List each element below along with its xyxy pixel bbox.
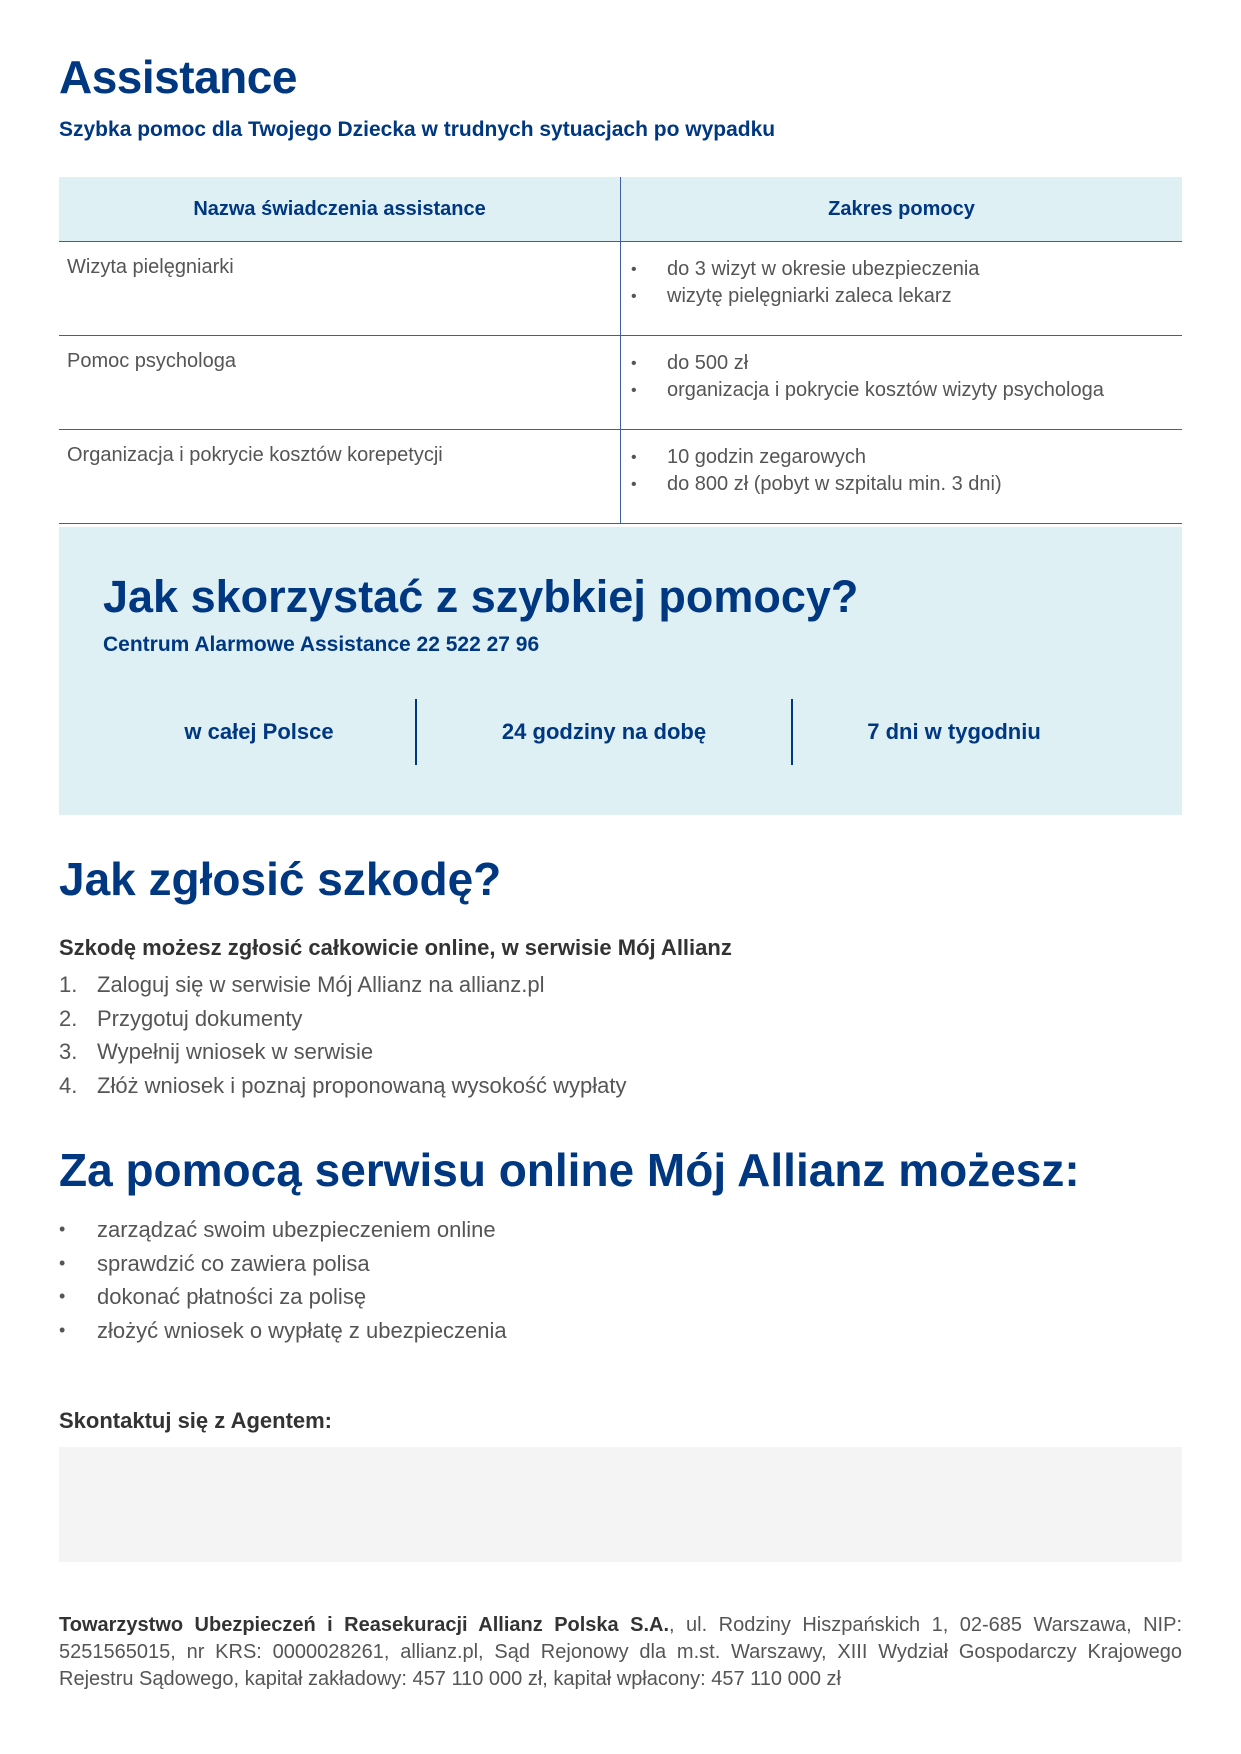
legal-footer <box>59 1612 1182 1693</box>
table-header-name: Nazwa świadczenia assistance <box>59 177 621 242</box>
scope-item: • do 500 zł <box>621 350 1182 377</box>
page-subtitle: Szybka pomoc dla Twojego Dziecka w trudnych sytuacjach po wypadku <box>59 118 776 141</box>
table-cell-name: Wizyta pielęgniarki <box>59 242 621 336</box>
availability-coverage: w całej Polsce <box>184 719 334 744</box>
agent-contact-label: Skontaktuj się z Agentem: <box>59 1408 333 1433</box>
agent-contact-box <box>59 1447 1182 1562</box>
help-availability <box>59 699 1182 765</box>
table-cell-name: Organizacja i pokrycie kosztów korepetycji <box>59 430 621 524</box>
list-item: • złożyć wniosek o wypłatę z ubezpieczenia <box>59 1314 507 1348</box>
step-text: Przygotuj dokumenty <box>97 1005 303 1031</box>
step-number: 4. <box>59 1072 78 1098</box>
claim-step <box>59 1002 626 1036</box>
step-text: Wypełnij wniosek w serwisie <box>97 1039 374 1064</box>
table-cell-name: Pomoc psychologa <box>59 336 621 430</box>
claim-step <box>59 968 626 1002</box>
scope-item: • do 3 wizyt w okresie ubezpieczenia <box>621 256 1182 283</box>
claim-step <box>59 1069 626 1103</box>
table-cell-scope <box>621 430 1183 524</box>
availability-hours: 24 godziny na dobę <box>415 699 793 765</box>
list-item: • zarządzać swoim ubezpieczeniem online <box>59 1213 507 1247</box>
step-number: 3. <box>59 1039 78 1064</box>
footer-details: , ul. Rodziny Hiszpańskich 1, 02-685 Warszawa, NIP: 5251565015, nr KRS: 0000028261, allianz.pl, Sąd Rejonowy dla m.st. Warszawy, XIII Wydział Gospodarczy Krajowego Rejestru Sądowego, kapitał zakładowy: 457 110 000 zł, kapitał wpłacony: 457 110 000 zł <box>59 1614 1183 1690</box>
assistance-table <box>59 177 1182 524</box>
list-item: • dokonać płatności za polisę <box>59 1280 507 1314</box>
online-features-list <box>59 1213 507 1347</box>
table-row <box>59 242 1182 336</box>
online-section-title: Za pomocą serwisu online Mój Allianz możesz: <box>59 1144 1080 1196</box>
page-title: Assistance <box>59 51 297 103</box>
table-cell-scope <box>621 242 1183 336</box>
table-header-scope: Zakres pomocy <box>621 177 1183 242</box>
step-text: Złóż wniosek i poznaj proponowaną wysokość wypłaty <box>97 1072 627 1098</box>
step-text: Zaloguj się w serwisie Mój Allianz na allianz.pl <box>97 972 545 997</box>
scope-item: • wizytę pielęgniarki zaleca lekarz <box>621 283 1182 310</box>
table-row <box>59 430 1182 524</box>
help-phone-line: Centrum Alarmowe Assistance 22 522 27 96 <box>103 633 540 656</box>
footer-company: Towarzystwo Ubezpieczeń i Reasekuracji Allianz Polska S.A. <box>59 1614 670 1636</box>
step-number: 2. <box>59 1005 78 1031</box>
table-row <box>59 336 1182 430</box>
scope-item: • 10 godzin zegarowych <box>621 444 1182 471</box>
claim-section-title: Jak zgłosić szkodę? <box>59 853 502 905</box>
availability-days: 7 dni w tygodniu <box>867 719 1041 744</box>
scope-item: • do 800 zł (pobyt w szpitalu min. 3 dni) <box>621 471 1182 498</box>
claim-intro: Szkodę możesz zgłosić całkowicie online, w serwisie Mój Allianz <box>59 935 732 960</box>
claim-steps-list <box>59 968 626 1102</box>
list-item: • sprawdzić co zawiera polisa <box>59 1247 507 1281</box>
claim-step <box>59 1035 626 1069</box>
help-title: Jak skorzystać z szybkiej pomocy? <box>103 571 859 622</box>
step-number: 1. <box>59 972 78 997</box>
scope-item: • organizacja i pokrycie kosztów wizyty psychologa <box>621 377 1182 404</box>
table-cell-scope <box>621 336 1183 430</box>
quick-help-box <box>59 527 1182 815</box>
table-header-row <box>59 177 1182 242</box>
